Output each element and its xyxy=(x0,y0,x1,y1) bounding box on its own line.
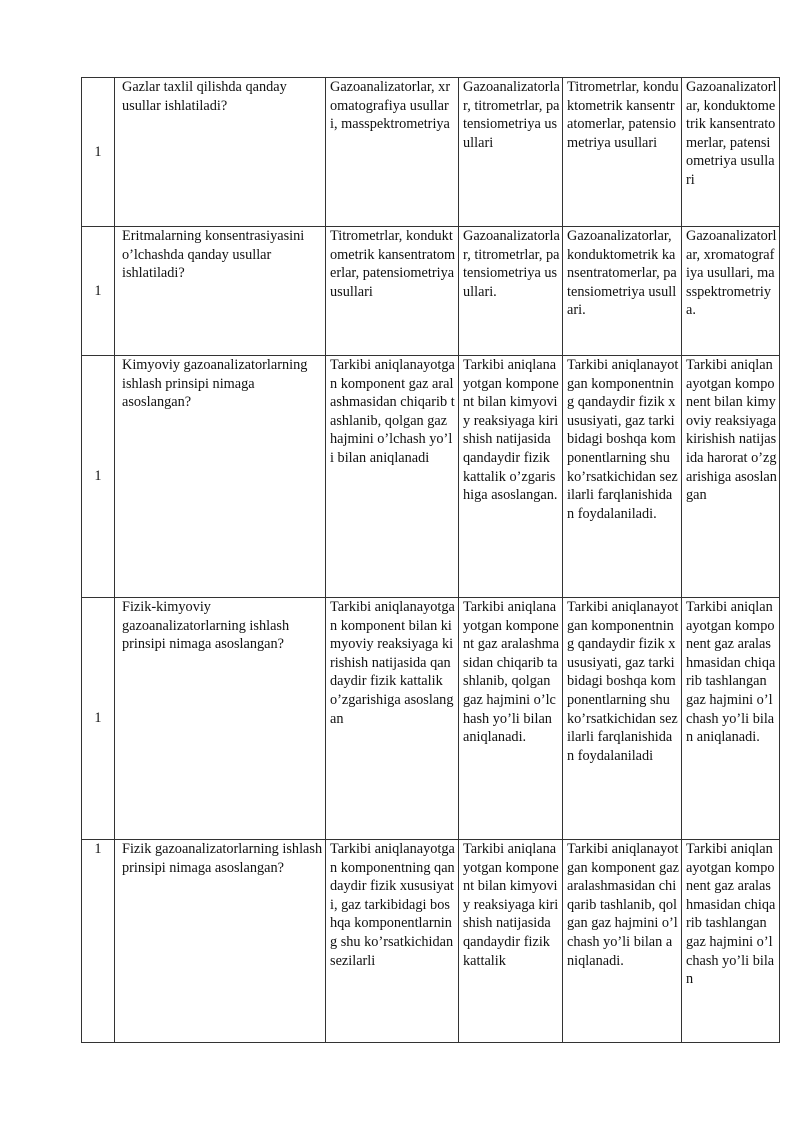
answer-option-2: Tarkibi aniqlanayotgan komponent bilan kimyoviy reaksiyaga kirishish natijasida qandaydir fizik kattalik xyxy=(459,840,563,1043)
table-row xyxy=(82,356,780,598)
answer-option-3: Gazoanalizatorlar, konduktometrik kansentratomerlar, patensiometriya usullari. xyxy=(563,227,682,356)
answer-option-3: Titrometrlar, konduktometrik kansentratomerlar, patensiometriya usullari xyxy=(563,78,682,227)
table-row xyxy=(82,227,780,356)
answer-option-2: Gazoanalizatorlar, titrometrlar, patensiometriya usullari. xyxy=(459,227,563,356)
answer-option-3: Tarkibi aniqlanayotgan komponent gaz aralashmasidan chiqarib tashlanib, qolgan gaz hajmini o’lchash yo’li bilan aniqlanadi. xyxy=(563,840,682,1043)
question-number: 1 xyxy=(82,356,115,598)
question-text: Eritmalarning konsentrasiyasini o’lchashda qanday usullar ishlatiladi? xyxy=(115,227,326,356)
document-page xyxy=(81,77,779,1043)
table-row xyxy=(82,840,780,1043)
test-questions-table xyxy=(81,77,780,1043)
answer-option-2: Tarkibi aniqlanayotgan komponent bilan kimyoviy reaksiyaga kirishish natijasida qandaydir fizik kattalik o’zgarishiga asoslangan. xyxy=(459,356,563,598)
answer-option-3: Tarkibi aniqlanayotgan komponentning qandaydir fizik xususiyati, gaz tarkibidagi boshqa komponentlarning shu ko’rsatkichidan sezilarli farqlanishidan foydalaniladi xyxy=(563,598,682,840)
answer-option-2: Tarkibi aniqlanayotgan komponent gaz aralashmasidan chiqarib tashlanib, qolgan gaz hajmini o’lchash yo’li bilan aniqlanadi. xyxy=(459,598,563,840)
answer-option-1: Tarkibi aniqlanayotgan komponent gaz aralashmasidan chiqarib tashlanib, qolgan gaz hajmini o’lchash yo’li bilan aniqlanadi xyxy=(326,356,459,598)
question-number: 1 xyxy=(82,598,115,840)
question-number: 1 xyxy=(82,78,115,227)
table-row xyxy=(82,598,780,840)
answer-option-2: Gazoanalizatorlar, titrometrlar, patensiometriya usullari xyxy=(459,78,563,227)
question-text: Kimyoviy gazoanalizatorlarning ishlash prinsipi nimaga asoslangan? xyxy=(115,356,326,598)
answer-option-4: Tarkibi aniqlanayotgan komponent gaz aralashmasidan chiqarib tashlangan gaz hajmini o’lchash yo’li bilan aniqlanadi. xyxy=(682,598,780,840)
answer-option-4: Gazoanalizatorlar, konduktometrik kansentratomerlar, patensiometriya usullari xyxy=(682,78,780,227)
answer-option-1: Titrometrlar, konduktometrik kansentratomerlar, patensiometriya usullari xyxy=(326,227,459,356)
answer-option-4: Tarkibi aniqlanayotgan komponent bilan kimyoviy reaksiyaga kirishish natijasida harorat o’zgarishiga asoslangan xyxy=(682,356,780,598)
question-number: 1 xyxy=(82,227,115,356)
answer-option-4: Tarkibi aniqlanayotgan komponent gaz aralashmasidan chiqarib tashlangan gaz hajmini o’lchash yo’li bilan xyxy=(682,840,780,1043)
answer-option-1: Tarkibi aniqlanayotgan komponent bilan kimyoviy reaksiyaga kirishish natijasida qandaydir fizik kattalik o’zgarishiga asoslangan xyxy=(326,598,459,840)
question-text: Fizik gazoanalizatorlarning ishlash prinsipi nimaga asoslangan? xyxy=(115,840,326,1043)
table-row xyxy=(82,78,780,227)
question-number: 1 xyxy=(82,840,115,1043)
answer-option-3: Tarkibi aniqlanayotgan komponentning qandaydir fizik xususiyati, gaz tarkibidagi boshqa komponentlarning shu ko’rsatkichidan sezilarli farqlanishidan foydalaniladi. xyxy=(563,356,682,598)
answer-option-1: Gazoanalizatorlar, xromatografiya usullari, masspektrometriya xyxy=(326,78,459,227)
answer-option-4: Gazoanalizatorlar, xromatografiya usullari, masspektrometriya. xyxy=(682,227,780,356)
answer-option-1: Tarkibi aniqlanayotgan komponentning qandaydir fizik xususiyati, gaz tarkibidagi boshqa komponentlarning shu ko’rsatkichidan sezilarli xyxy=(326,840,459,1043)
question-text: Gazlar taxlil qilishda qanday usullar ishlatiladi? xyxy=(115,78,326,227)
question-text: Fizik-kimyoviy gazoanalizatorlarning ishlash prinsipi nimaga asoslangan? xyxy=(115,598,326,840)
